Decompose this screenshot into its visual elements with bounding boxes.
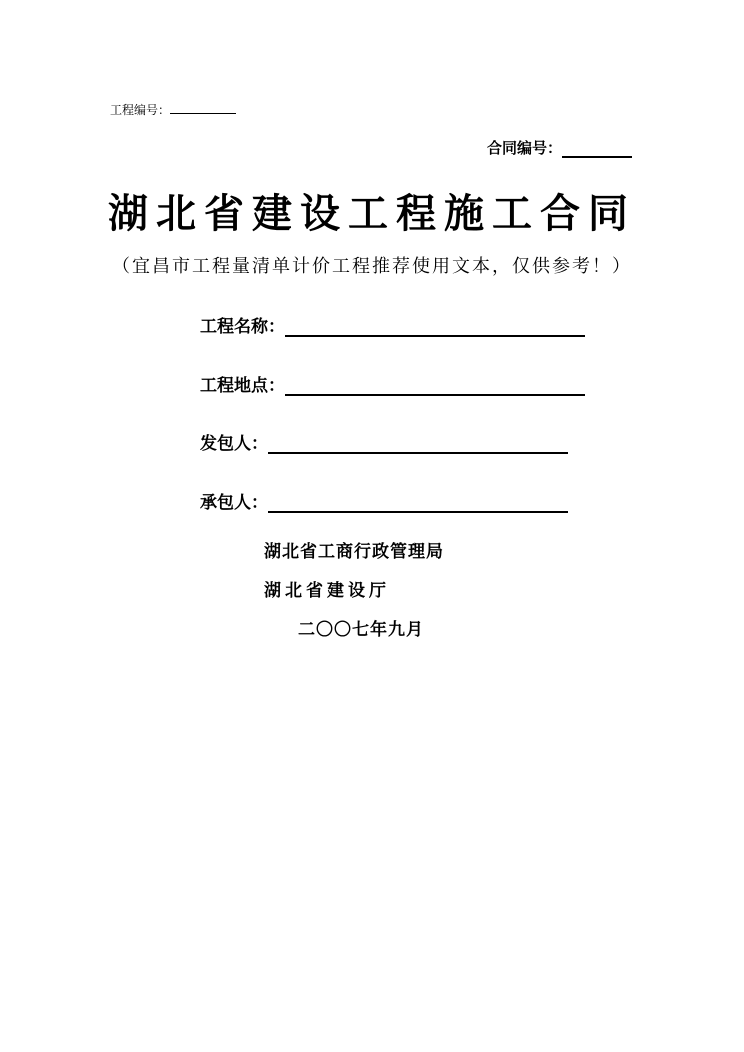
project-location-label: 工程地点： bbox=[200, 376, 285, 396]
contractor-blank bbox=[268, 493, 568, 513]
contractor-field bbox=[200, 488, 568, 513]
contract-number bbox=[487, 137, 632, 158]
issuer-commerce-bureau: 湖北省工商行政管理局 bbox=[264, 542, 444, 562]
employer-field bbox=[200, 429, 568, 454]
project-location-field bbox=[200, 371, 585, 396]
project-number-label: 工程编号： bbox=[110, 103, 171, 117]
contract-number-blank bbox=[562, 140, 632, 158]
contractor-label: 承包人： bbox=[200, 493, 268, 513]
project-location-blank bbox=[285, 376, 585, 396]
project-name-blank bbox=[285, 317, 585, 337]
issue-date: 二〇〇七年九月 bbox=[298, 620, 424, 640]
contract-number-label: 合同编号： bbox=[486, 139, 562, 157]
document-subtitle: （宜昌市工程量清单计价工程推荐使用文本，仅供参考！） bbox=[112, 256, 632, 277]
document-title: 湖北省建设工程施工合同 bbox=[108, 190, 636, 237]
issuer-construction-dept: 湖北省建设厅 bbox=[264, 581, 390, 601]
employer-blank bbox=[268, 434, 568, 454]
project-name-label: 工程名称： bbox=[200, 317, 285, 337]
project-name-field bbox=[200, 312, 585, 337]
employer-label: 发包人： bbox=[200, 434, 268, 454]
project-number-blank bbox=[170, 101, 236, 114]
project-number bbox=[110, 101, 236, 118]
